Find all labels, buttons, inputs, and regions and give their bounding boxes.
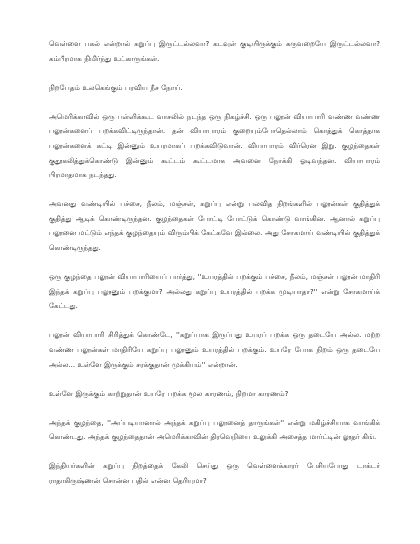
- paragraph-3: அமெரிக்காவில் ஒரு பள்ளிக்கூட வாசலில் நடந்த ஒரு நிகழ்ச்சி. ஒரு பலூன் வியாபாரி வண்ண வண்ண பலூன்களைப் பறக்கவிட்டிருந்தான். தன் வியாபாரம் குறையும்போதெல்லாம் கொத்துக் கொத்தாக பலூன்களைக் கட்டி இன்னும் உயரமாகப் பறக்கவிடுவான். வியாபாரம் விர்ரென இறு. குழந்தைகள் குதூகலித்துக்கொண்டு இன்னும் கூட்டம் கூட்டமாக அவனை நோக்கி ஓடிவந்தன. வியாபாரம் பிரமாதமாக நடந்தது.: [49, 112, 380, 180]
- paragraph-2: நிறபேதம் உலகெங்கும் பரவிய நீச நோய்.: [49, 83, 183, 92]
- paragraph-6: பலூன் வியாபாரி சிரித்துக் கொண்டே, ''கறுப்பாக இருப்பது உயரப் பறக்க ஒரு தடையே அல்ல. மற்ற வண்ண பலூன்கள் மாதிரியே கறுப்பு பலூனும் உயரத்தில் பறக்கும். உயரே போக நிறம் ஒரு தடையே அல்ல... உள்ளே இருக்கும் சரக்குதான் முக்கியம்'' என்றான்.: [49, 331, 380, 369]
- paragraph-1: வெள்ளை பகல் என்றால் கறுப்பு இருட்டல்லவா? கடவுள் குடியிருக்கும் கருவறையே இருட்டல்லவா? கம்பீரமாக நிமிர்ந்து உட்காருங்கள்.: [49, 40, 380, 63]
- paragraph-7: உள்ளே இருக்கும் காற்றுதான் உயரே பறக்க மூல காரணம், நிறமா காரணம்?: [49, 389, 289, 398]
- paragraph-5: ஒரு குழந்தை பலூன் வியாபாரியைப் பார்த்து, ''உயரத்தில் பறக்கும் பச்சை, நீலம், மஞ்சள் பலூன் மாதிரி இந்தக் கறுப்பு பலூனும் பறக்குமா? அல்லது கறுப்பு உயரத்தில் பறக்க முடியாதா?'' என்று சோகமாய்க் கேட்டது.: [49, 273, 380, 311]
- paragraph-4: அவனது வண்டியில் பச்சை, நீலம், மஞ்சள், கறுப்பு என்று பலவித நிறங்களில் பலூன்கள் குதித்துக் குதித்து ஆடிக் கொண்டிருந்தன. குழந்தைகள் போட்டி போட்டுக் கொண்டு வாங்கின. ஆனால் கறுப்பு பலூனை மட்டும் எந்தக் குழந்தையும் விரும்பிக் கேட்கவே இல்லை. அது சோகமாய் வண்டியில் குதித்துக் கொண்டிருந்தது.: [49, 200, 380, 253]
- paragraph-9: இந்தியர்களின் கறுப்பு நிறத்தைக் கேலி செய்து ஒரு வெள்ளைக்காரர் பேசியபோது டாக்டர் ராதாகிருஷ்ணன் சொன்ன பதில் என்ன தெரியுமா?: [49, 462, 380, 486]
- paragraph-8: அந்தக் குழந்தை, ''அப்படியானால் அந்தக் கறுப்பு பலூனைத் தாருங்கள்'' என்று மகிழ்ச்சியாக வாங்கிக் கொண்டது. அந்தக் குழந்தைதான் அமெரிக்காவின் திரவெறியை உலுக்கி அசைத்த மார்ட்டின் லூதர் கிங்.: [49, 418, 380, 442]
